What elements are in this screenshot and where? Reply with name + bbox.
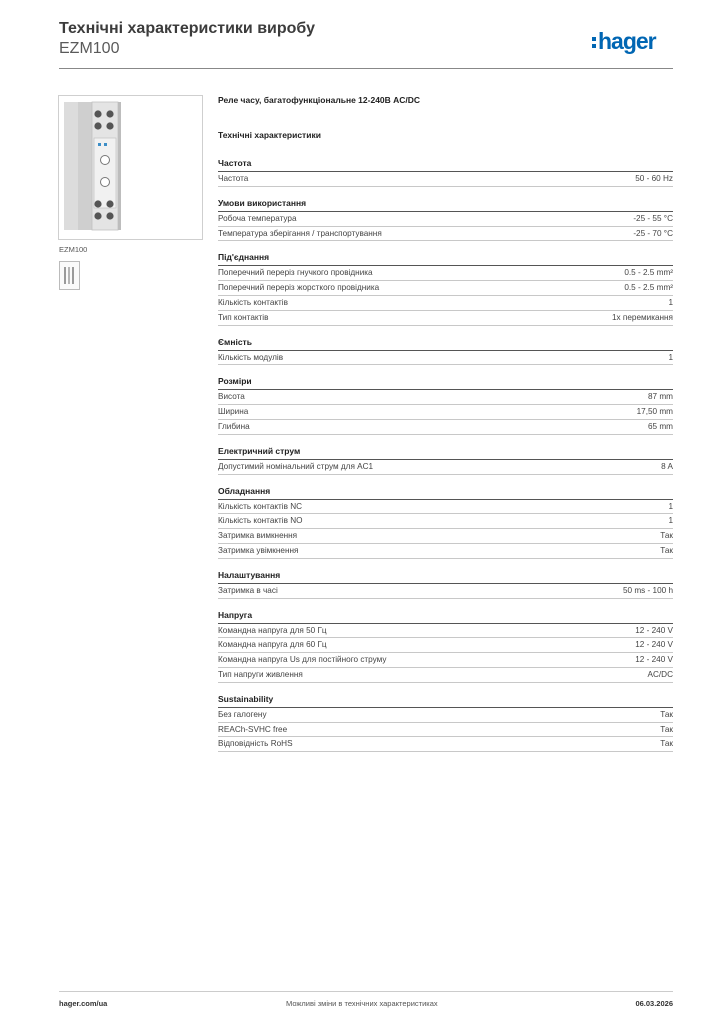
thumbnail-image[interactable] — [59, 261, 80, 290]
spec-label: Кількість контактів — [218, 297, 288, 307]
spec-value: Так — [660, 545, 673, 555]
spec-group-title: Розміри — [218, 374, 673, 390]
footer-website[interactable]: hager.com/ua — [59, 999, 108, 1008]
spec-label: Робоча температура — [218, 213, 297, 223]
spec-row — [218, 227, 673, 242]
footer-divider — [59, 991, 673, 992]
spec-row — [218, 500, 673, 515]
hager-logo — [592, 27, 674, 57]
spec-value: 8 A — [661, 461, 673, 471]
section-title: Технічні характеристики — [218, 130, 321, 140]
product-code: EZM100 — [59, 40, 120, 57]
spec-label: Кількість модулів — [218, 352, 284, 362]
spec-row — [218, 266, 673, 281]
spec-groups — [218, 156, 673, 761]
spec-label: Тип контактів — [218, 312, 269, 322]
spec-row — [218, 653, 673, 668]
spec-group-title: Sustainability — [218, 692, 673, 708]
spec-label: Командна напруга для 60 Гц — [218, 640, 327, 650]
spec-value: 1 — [668, 516, 673, 526]
spec-row — [218, 281, 673, 296]
spec-value: 50 - 60 Hz — [635, 174, 673, 183]
spec-row — [218, 351, 673, 366]
spec-label: Відповідність RoHS — [218, 739, 293, 749]
spec-row — [218, 529, 673, 544]
spec-label: Допустимий номінальний струм для AC1 — [218, 461, 374, 471]
spec-group-title: Ємність — [218, 335, 673, 351]
spec-row — [218, 212, 673, 227]
spec-label: Командна напруга для 50 Гц — [218, 625, 327, 635]
product-image-caption: EZM100 — [59, 245, 88, 254]
product-title: Реле часу, багатофункціональне 12-240В AC/DC — [218, 95, 421, 105]
header-divider — [59, 68, 673, 69]
spec-row — [218, 624, 673, 639]
spec-row — [218, 668, 673, 683]
spec-label: Тип напруги живлення — [218, 669, 303, 679]
product-image — [58, 95, 203, 240]
spec-group-title: Напруга — [218, 608, 673, 624]
spec-group-title: Електричний струм — [218, 444, 673, 460]
spec-row — [218, 296, 673, 311]
footer-disclaimer: Можливі зміни в технічних характеристиках — [286, 999, 438, 1008]
spec-group — [218, 374, 673, 434]
spec-value: 1 — [668, 297, 673, 307]
spec-group — [218, 484, 673, 559]
spec-group — [218, 568, 673, 599]
spec-label: Затримка увімкнення — [218, 545, 299, 555]
spec-value: 1 — [668, 352, 673, 362]
spec-row — [218, 405, 673, 420]
spec-row — [218, 390, 673, 405]
spec-value: 0.5 - 2.5 mm² — [624, 268, 673, 278]
spec-row — [218, 584, 673, 599]
spec-value: 1 — [668, 501, 673, 511]
spec-row — [218, 460, 673, 475]
spec-value: 12 - 240 V — [635, 655, 673, 665]
spec-row — [218, 172, 673, 187]
spec-value: 12 - 240 V — [635, 625, 673, 635]
spec-value: 87 mm — [647, 392, 673, 402]
spec-value: -25 - 70 °C — [633, 228, 673, 238]
spec-value: Так — [660, 724, 673, 734]
spec-group-title: Частота — [218, 156, 673, 172]
thumbnail-graphic — [60, 262, 79, 289]
spec-row — [218, 420, 673, 435]
logo-dot-bottom — [592, 44, 596, 48]
spec-label: Температура зберігання / транспортування — [218, 228, 382, 238]
spec-label: Затримка вимкнення — [218, 531, 298, 541]
spec-group-title: Під'єднання — [218, 250, 673, 266]
spec-value: Так — [660, 709, 673, 719]
spec-value: Так — [660, 531, 673, 541]
spec-label: Глибина — [218, 421, 250, 431]
spec-group — [218, 250, 673, 325]
spec-label: Затримка в часі — [218, 585, 278, 595]
logo-dot-top — [592, 37, 596, 41]
page-title: Технічні характеристики виробу — [59, 20, 315, 37]
spec-label: Кількість контактів NC — [218, 501, 303, 511]
spec-group — [218, 335, 673, 366]
spec-group-title: Налаштування — [218, 568, 673, 584]
spec-value: 12 - 240 V — [635, 640, 673, 650]
spec-label: Поперечний переріз гнучкого провідника — [218, 268, 373, 278]
spec-value: -25 - 55 °C — [633, 213, 673, 223]
spec-label: Ширина — [218, 407, 249, 417]
logo-text: hager — [598, 28, 656, 54]
spec-label: Кількість контактів NO — [218, 516, 303, 526]
spec-row — [218, 708, 673, 723]
spec-label: Без галогену — [218, 709, 267, 719]
spec-label: Висота — [218, 392, 245, 402]
spec-label: Командна напруга Us для постійного струму — [218, 655, 387, 665]
spec-row — [218, 311, 673, 326]
spec-group — [218, 196, 673, 242]
spec-row — [218, 514, 673, 529]
relay-illustration — [59, 96, 202, 239]
spec-group — [218, 608, 673, 683]
spec-row — [218, 544, 673, 559]
footer-date: 06.03.2026 — [635, 999, 673, 1008]
spec-group-title: Умови використання — [218, 196, 673, 212]
spec-row — [218, 638, 673, 653]
spec-label: REACh-SVHC free — [218, 724, 288, 734]
spec-value: 50 ms - 100 h — [622, 585, 673, 595]
spec-group — [218, 692, 673, 752]
spec-value: Так — [660, 739, 673, 749]
spec-label: Частота — [218, 174, 249, 183]
spec-value: AC/DC — [647, 669, 673, 679]
spec-group — [218, 444, 673, 475]
spec-row — [218, 723, 673, 738]
spec-value: 0.5 - 2.5 mm² — [624, 283, 673, 293]
spec-group — [218, 156, 673, 187]
spec-value: 1x перемикання — [611, 312, 673, 322]
spec-label: Поперечний переріз жорсткого провідника — [218, 283, 380, 293]
spec-value: 17,50 mm — [636, 407, 673, 417]
spec-value: 65 mm — [647, 421, 673, 431]
spec-row — [218, 737, 673, 752]
spec-group-title: Обладнання — [218, 484, 673, 500]
